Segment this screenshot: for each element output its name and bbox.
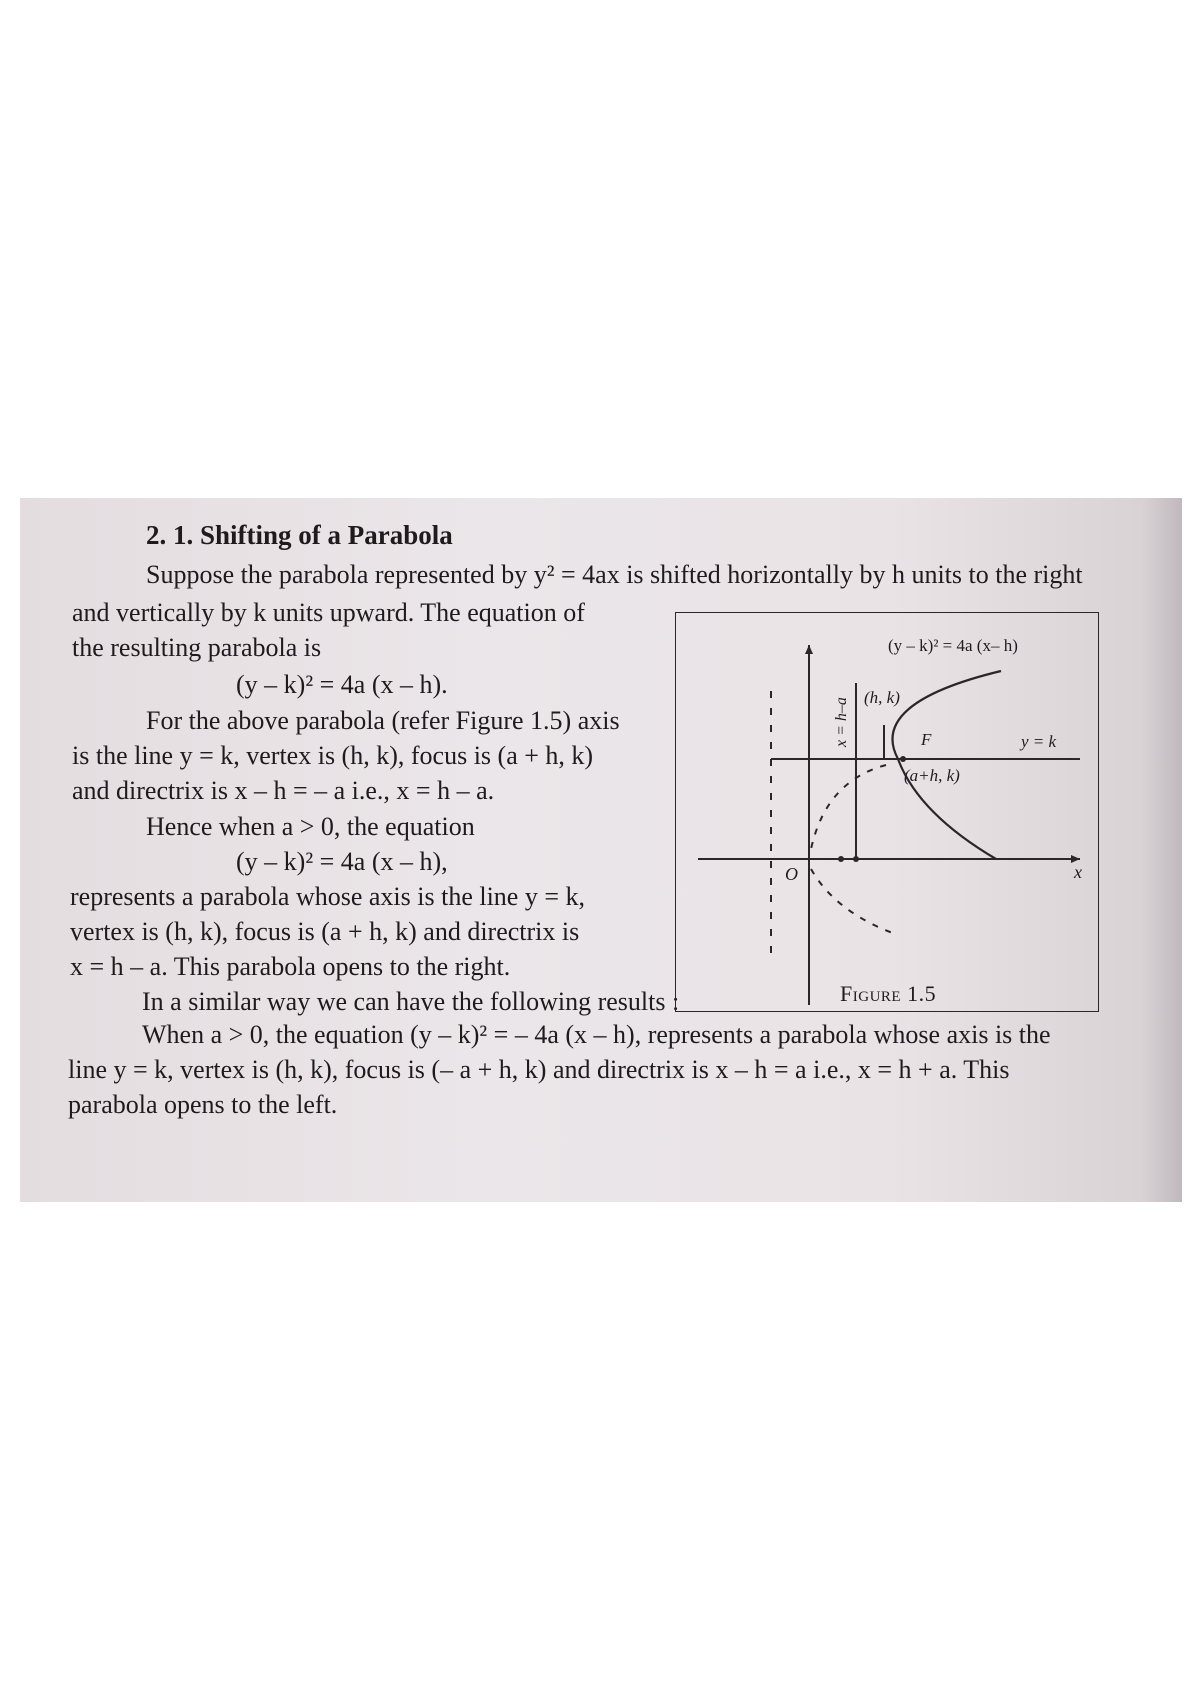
text-line-11: In a similar way we can have the following results :	[142, 987, 680, 1016]
origin-label: O	[785, 864, 798, 884]
text-line-10: x = h – a. This parabola opens to the right.	[70, 952, 511, 981]
parabola-curve	[892, 671, 1001, 859]
text-line-4: For the above parabola (refer Figure 1.5) axis	[146, 706, 620, 735]
figure-plot	[676, 613, 1100, 1013]
text-line-9: vertex is (h, k), focus is (a + h, k) and directrix is	[70, 917, 580, 946]
text-line-13: line y = k, vertex is (h, k), focus is (– a + h, k) and directrix is x – h = a i.e., x = h + a. This	[68, 1055, 1010, 1084]
vertex-on-axis-point	[838, 856, 844, 862]
text-line-12: When a > 0, the equation (y – k)² = – 4a (x – h), represents a parabola whose axis is the	[142, 1020, 1051, 1049]
x-intercept-point	[853, 856, 859, 862]
text-line-2: and vertically by k units upward. The equation of	[72, 598, 585, 627]
text-line-5: is the line y = k, vertex is (h, k), focus is (a + h, k)	[72, 741, 594, 770]
parabola-equation-label: (y – k)² = 4a (x– h)	[888, 636, 1018, 655]
focus-label: (a+h, k)	[904, 766, 960, 785]
text-line-14: parabola opens to the left.	[68, 1090, 338, 1119]
focus-letter: F	[921, 730, 932, 749]
equation-2: (y – k)² = 4a (x – h),	[236, 847, 448, 876]
y-axis-arrow	[805, 645, 813, 654]
axis-label: y = k	[1021, 732, 1057, 751]
dashed-curve-lower	[811, 869, 898, 935]
x-axis-label: x	[1074, 862, 1082, 882]
equation-1: (y – k)² = 4a (x – h).	[236, 670, 448, 699]
figure-box	[675, 612, 1099, 1012]
photo-page	[20, 498, 1182, 1202]
text-line-1: Suppose the parabola represented by y² = 4ax is shifted horizontally by h units to the right	[146, 560, 1083, 589]
text-line-6: and directrix is x – h = – a i.e., x = h – a.	[72, 776, 495, 805]
text-line-3: the resulting parabola is	[72, 633, 322, 662]
focus-point	[900, 756, 906, 762]
figure-caption: Figure 1.5	[840, 981, 937, 1006]
section-heading: 2. 1. Shifting of a Parabola	[146, 520, 453, 550]
vertex-label: (h, k)	[864, 688, 900, 707]
text-line-8: represents a parabola whose axis is the line y = k,	[70, 882, 586, 911]
directrix-label: x = h–a	[833, 697, 850, 747]
text-line-7: Hence when a > 0, the equation	[146, 812, 475, 841]
dashed-curve	[811, 765, 886, 849]
